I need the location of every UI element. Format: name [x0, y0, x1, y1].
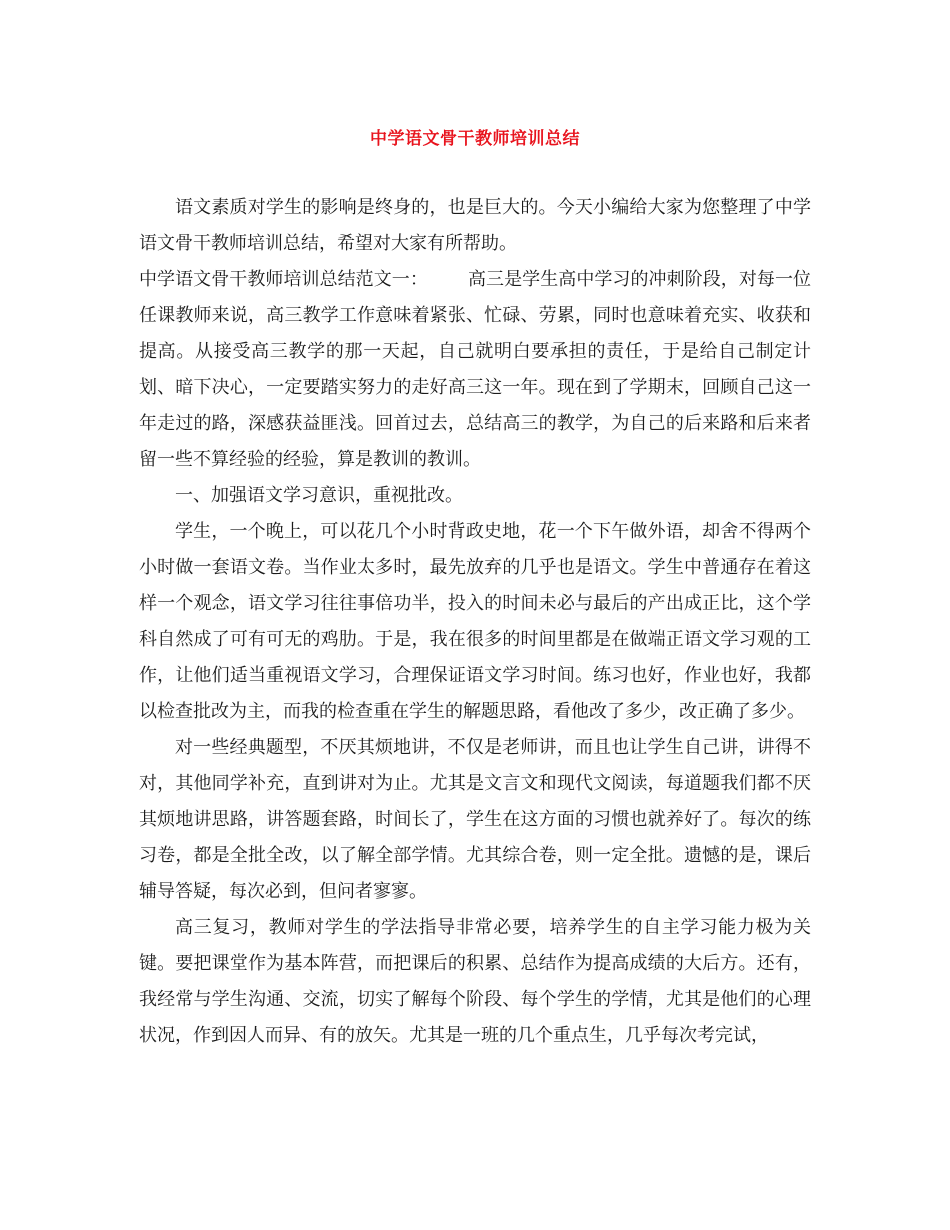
section-heading: 一、加强语文学习意识，重视批改。: [175, 485, 463, 506]
sample-label: 中学语文骨干教师培训总结范文一：: [139, 269, 428, 290]
body-paragraph-3: 高三复习，教师对学生的学法指导非常必要，培养学生的自主学习能力极为关键。要把课堂作为基本阵营，而把课后的积累、总结作为提高成绩的大后方。还有，我经常与学生沟通、交流，切实了解每个阶段、每个学生的学情，尤其是他们的心理状况，作到因人而异、有的放矢。尤其是一班的几个重点生，几乎每次考完试，: [139, 917, 811, 1046]
document-title: 中学语文骨干教师培训总结: [370, 129, 580, 149]
body-paragraph-2: 对一些经典题型，不厌其烦地讲，不仅是老师讲，而且也让学生自己讲，讲得不对，其他同学补充，直到讲对为止。尤其是文言文和现代文阅读，每道题我们都不厌其烦地讲思路，讲答题套路，时间长了，学生在这方面的习惯也就养好了。每次的练习卷，都是全批全改，以了解全部学情。尤其综合卷，则一定全批。遗憾的是，课后辅导答疑，每次必到，但问者寥寥。: [139, 737, 811, 902]
document-body: [139, 190, 811, 1054]
sample-start-text: 高三是学生高中学习的冲刺阶段，对每一位任课教师来说，高三教学工作意味着紧张、忙碌、劳累，同时也意味着充实、收获和提高。从接受高三教学的那一天起，自己就明白要承担的责任，于是给自己制定计划、暗下决心，一定要踏实努力的走好高三这一年。现在到了学期末，回顾自己这一年走过的路，深感获益匪浅。回首过去，总结高三的教学，为自己的后来路和后来者留一些不算经验的经验，算是教训的教训。: [139, 269, 812, 470]
sample-paragraph: [139, 262, 811, 478]
intro-paragraph: 语文素质对学生的影响是终身的，也是巨大的。今天小编给大家为您整理了中学语文骨干教师培训总结，希望对大家有所帮助。: [139, 197, 811, 254]
body-paragraph-1: 学生，一个晚上，可以花几个小时背政史地，花一个下午做外语，却舍不得两个小时做一套语文卷。当作业太多时，最先放弃的几乎也是语文。学生中普通存在着这样一个观念，语文学习往往事倍功半，投入的时间未必与最后的产出成正比，这个学科自然成了可有可无的鸡肋。于是，我在很多的时间里都是在做端正语文学习观的工作，让他们适当重视语文学习，合理保证语文学习时间。练习也好，作业也好，我都以检查批改为主，而我的检查重在学生的解题思路，看他改了多少，改正确了多少。: [139, 521, 811, 722]
